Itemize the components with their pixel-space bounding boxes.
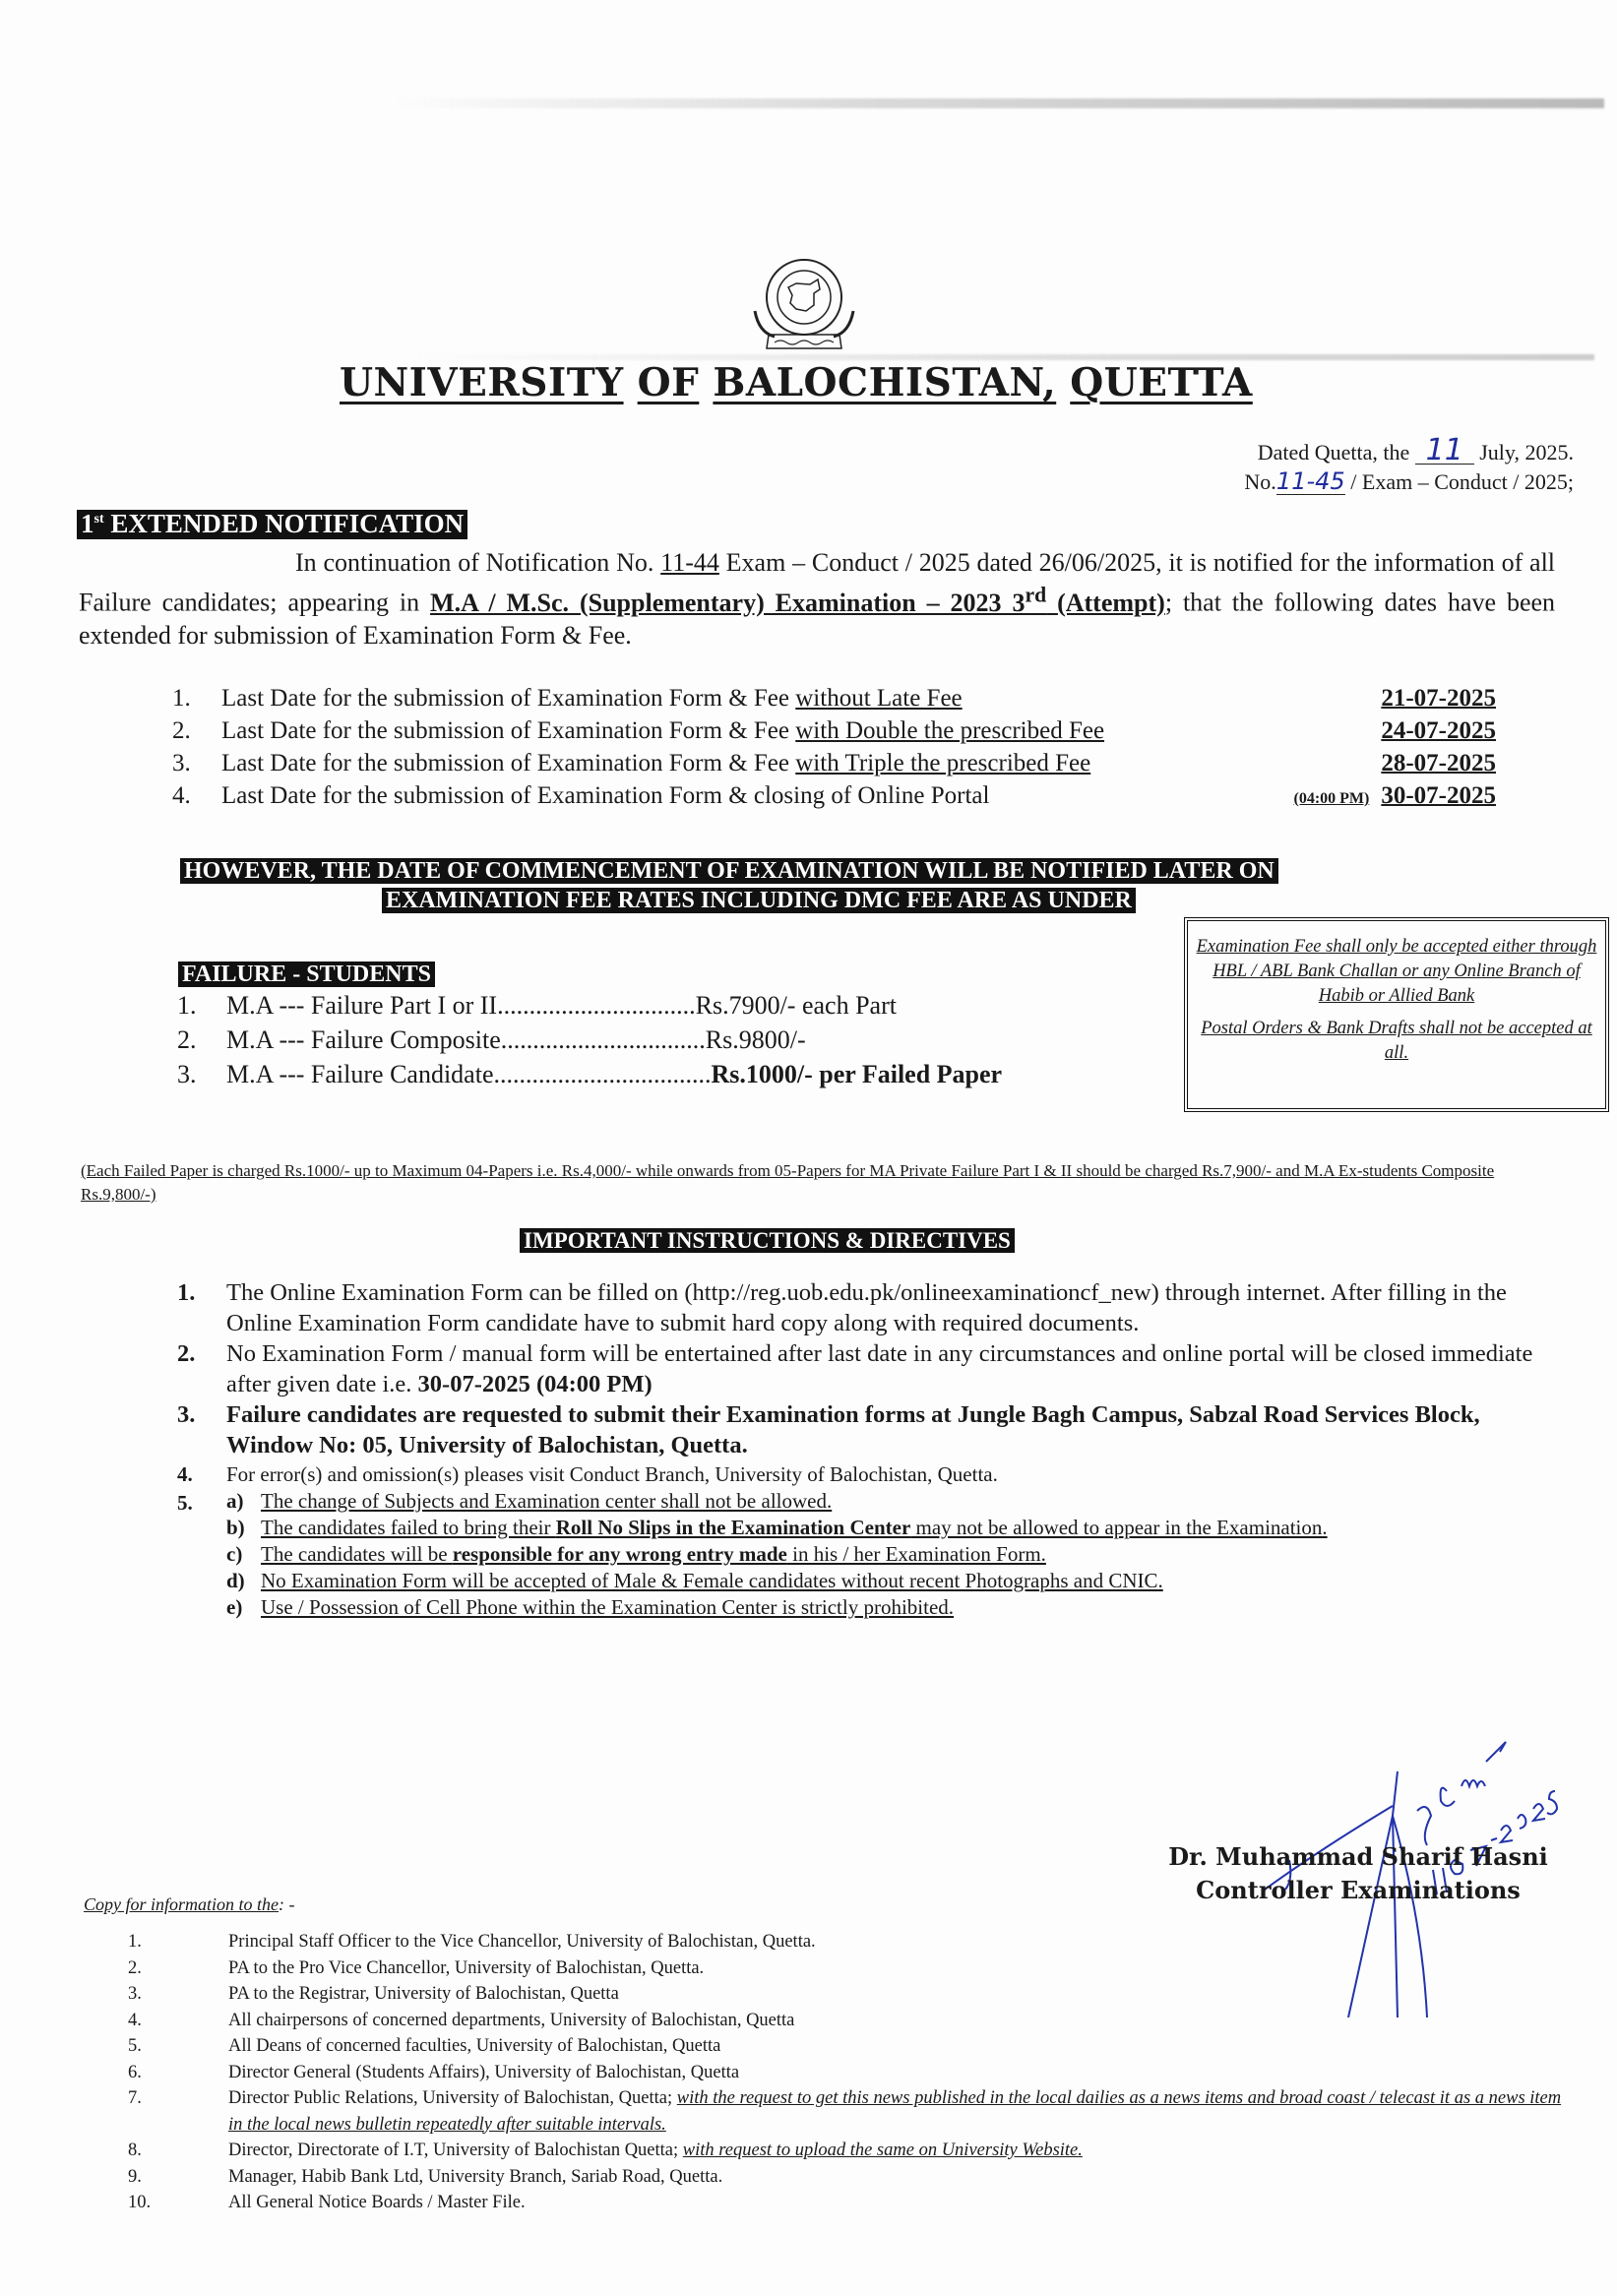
sub-text-post: in his / her Examination Form. [786, 1542, 1046, 1566]
copy-to-text [228, 2190, 1565, 2216]
item-num: 2. [177, 1340, 196, 1367]
date-num: 4. [172, 782, 191, 809]
university-logo-seal [745, 254, 863, 358]
exam-name-text: M.A / M.Sc. (Supplementary) Examination – 2023 3 [430, 588, 1026, 617]
copy-to-num: 2. [128, 1957, 142, 1978]
dated-block [1244, 433, 1574, 497]
date-label: Last Date for the submission of Examination Form & Fee [221, 685, 789, 712]
copy-to-heading-suffix: : - [279, 1894, 295, 1914]
copy-to-num: 10. [128, 2193, 152, 2212]
fee-row [177, 1025, 1181, 1060]
sub-instruction [226, 1594, 1535, 1621]
copy-to-num: 3. [128, 1984, 142, 2004]
para-ref: 11-44 [660, 548, 719, 577]
copy-to-num: 8. [128, 2141, 142, 2160]
date-text [221, 750, 1381, 777]
sub-instruction [226, 1568, 1535, 1594]
fee-rates-banner: EXAMINATION FEE RATES INCLUDING DMC FEE ARE AS UNDER [382, 888, 1136, 913]
exam-attempt: (Attempt) [1057, 588, 1165, 617]
page-title [340, 360, 1253, 405]
copy-to-num: 6. [128, 2062, 142, 2082]
sub-text [261, 1515, 1535, 1541]
date-row [172, 717, 1496, 750]
dated-suffix: July, 2025. [1479, 440, 1574, 465]
sub-letter: e) [226, 1595, 243, 1619]
fee-num: 2. [177, 1025, 197, 1054]
sub-instruction [226, 1541, 1535, 1568]
date-text [221, 685, 1381, 713]
copy-to-item [128, 2190, 1565, 2216]
item-text [226, 1338, 1535, 1399]
signatory-block [1161, 1840, 1555, 1907]
copy-to-num: 4. [128, 2010, 142, 2030]
copy-to-num: 5. [128, 2036, 142, 2056]
signatory-title: Controller Examinations [1196, 1876, 1521, 1904]
fee-leader-dots: .................................. [493, 1060, 712, 1088]
title-word: QUETTA [1070, 360, 1253, 405]
copy-to-num: 9. [128, 2166, 142, 2187]
fee-row [177, 1060, 1181, 1094]
title-word: UNIVERSITY [340, 360, 624, 405]
instruction-item [177, 1488, 1535, 1621]
sub-letter: d) [226, 1569, 245, 1592]
copy-to-recipient: Principal Staff Officer to the Vice Chancellor, University of Balochistan, Quetta. [228, 1932, 816, 1952]
copy-to-heading-text: Copy for information to the [84, 1894, 279, 1914]
sub-text-post: may not be allowed to appear in the Examination. [910, 1516, 1328, 1539]
instructions-list [177, 1277, 1535, 1621]
date-value: 21-07-2025 [1381, 685, 1496, 712]
item-text: The Online Examination Form can be filled on (http://reg.uob.edu.pk/onlineexaminationcf_new) through internet. After filling in the Online Examination Form candidate have to submit hard copy along with required documents. [226, 1279, 1507, 1336]
heading-num: 1 [81, 509, 94, 538]
sub-text [261, 1541, 1535, 1568]
sub-text-pre: The candidates failed to bring their [261, 1516, 556, 1539]
commencement-banner: HOWEVER, THE DATE OF COMMENCEMENT OF EXAMINATION WILL BE NOTIFIED LATER ON [180, 858, 1278, 884]
copy-to-recipient: Manager, Habib Bank Ltd, University Branch, Sariab Road, Quetta. [228, 2166, 723, 2187]
item-num: 4. [177, 1462, 193, 1486]
copy-to-recipient: PA to the Registrar, University of Balochistan, Quetta [228, 1984, 619, 2004]
sub-text [261, 1568, 1535, 1594]
copy-to-recipient: All General Notice Boards / Master File. [228, 2193, 526, 2212]
date-fee-type: with Triple the prescribed Fee [795, 750, 1091, 776]
date-num: 1. [172, 685, 191, 712]
date-num: 3. [172, 750, 191, 776]
date-label: Last Date for the submission of Examination Form & Fee [221, 750, 789, 776]
copy-to-text [228, 1929, 1565, 1955]
copy-to-recipient: Director General (Students Affairs), University of Balochistan, Quetta [228, 2062, 740, 2082]
para-text: ; that the following dates have been extended for submission of Examination Form & Fee. [79, 588, 1556, 650]
sub-text [261, 1488, 1535, 1515]
note-payment-methods: Examination Fee shall only be accepted either through HBL / ABL Bank Challan or any Online Branch of Habib or Allied Bank [1196, 937, 1597, 1006]
sub-instruction [226, 1488, 1535, 1515]
handwritten-day: 11 [1415, 438, 1474, 465]
scan-artifact [394, 98, 1604, 108]
dates-list [172, 685, 1496, 815]
sub-text-pre: The change of Subjects and Examination center shall not be allowed. [261, 1489, 833, 1513]
copy-to-text [228, 2033, 1565, 2060]
instruction-item [177, 1399, 1535, 1460]
copy-to-item [128, 2085, 1565, 2138]
item-num: 3. [177, 1401, 196, 1428]
fee-leader-dots: ................................ [500, 1025, 706, 1054]
copy-to-note: with the request to get this news published in the local dailies as a news items and broad coast / telecast it as a news item in the local news bulletin repeatedly after suitable intervals. [228, 2088, 1562, 2135]
copy-to-item [128, 1955, 1565, 1982]
date-fee-type: with Double the prescribed Fee [795, 717, 1105, 744]
date-text [221, 782, 1293, 810]
reference-line [1244, 467, 1574, 497]
copy-to-item [128, 2164, 1565, 2191]
item-deadline: 30-07-2025 (04:00 PM) [417, 1371, 653, 1397]
para-text: In continuation of Notification No. [295, 548, 654, 577]
copy-to-item [128, 2060, 1565, 2086]
fee-num: 1. [177, 991, 197, 1020]
copy-to-text [228, 2138, 1565, 2164]
copy-to-text [228, 2008, 1565, 2034]
item-text-plain: No Examination Form / manual form will be entertained after last date in any circumstances and online portal will be closed immediate after given date i.e. [226, 1340, 1533, 1397]
instruction-item [177, 1338, 1535, 1399]
fee-num: 3. [177, 1060, 197, 1088]
date-row [172, 782, 1496, 815]
copy-to-item [128, 2008, 1565, 2034]
copy-to-num: 7. [128, 2088, 142, 2108]
fee-amount: Rs.9800/- [705, 1025, 806, 1054]
fee-payment-note-box [1184, 917, 1609, 1112]
copy-to-heading [84, 1894, 295, 1915]
ref-suffix: / Exam – Conduct / 2025; [1350, 469, 1574, 494]
instruction-item [177, 1277, 1535, 1338]
fee-amount: Rs.1000/- per Failed Paper [711, 1060, 1003, 1088]
fee-amount: Rs.7900/- each Part [695, 991, 897, 1020]
date-value: 24-07-2025 [1381, 717, 1496, 744]
note-not-accepted: Postal Orders & Bank Drafts shall not be accepted at all. [1201, 1019, 1592, 1063]
copy-to-recipient: All chairpersons of concerned departments, University of Balochistan, Quetta [228, 2010, 795, 2030]
handwritten-ref-number: 11-45 [1275, 467, 1345, 495]
date-text [221, 717, 1381, 745]
fee-list [177, 991, 1181, 1094]
copy-to-text [228, 2164, 1565, 2191]
signatory-name: Dr. Muhammad Sharif Hasni [1168, 1842, 1548, 1871]
copy-to-text [228, 2060, 1565, 2086]
copy-to-list [128, 1929, 1565, 2216]
exam-sup: rd [1025, 583, 1047, 606]
fee-label: M.A --- Failure Candidate [226, 1060, 494, 1088]
sub-letter: b) [226, 1516, 245, 1539]
sub-text-bold: Roll No Slips in the Examination Center [555, 1516, 911, 1539]
copy-to-text [228, 1981, 1565, 2008]
copy-to-text [228, 1955, 1565, 1982]
date-label: Last Date for the submission of Examination Form & Fee [221, 717, 789, 744]
fee-label: M.A --- Failure Composite [226, 1025, 501, 1054]
title-word: OF [637, 360, 700, 405]
notification-paragraph [79, 546, 1555, 652]
copy-to-recipient: PA to the Pro Vice Chancellor, University of Balochistan, Quetta. [228, 1957, 705, 1978]
item-num: 1. [177, 1279, 196, 1306]
date-value: 28-07-2025 [1381, 750, 1496, 776]
copy-to-item [128, 2033, 1565, 2060]
fee-row [177, 991, 1181, 1025]
dated-line [1244, 433, 1574, 467]
sub-text [261, 1594, 1535, 1621]
copy-to-text [228, 2085, 1565, 2138]
date-num: 2. [172, 717, 191, 744]
item-num: 5. [177, 1491, 193, 1515]
fee-leader-dots: ............................... [497, 991, 696, 1020]
sub-text-bold: responsible for any wrong entry made [452, 1542, 787, 1566]
sub-letter: a) [226, 1489, 244, 1513]
copy-to-item [128, 1929, 1565, 1955]
copy-to-item [128, 1981, 1565, 2008]
copy-to-recipient: Director Public Relations, University of Balochistan, Quetta; [228, 2088, 673, 2108]
title-word: BALOCHISTAN, [713, 360, 1057, 405]
copy-to-recipient: All Deans of concerned faculties, University of Balochistan, Quetta [228, 2036, 721, 2056]
heading-text: EXTENDED NOTIFICATION [110, 509, 465, 538]
sub-letter: c) [226, 1542, 243, 1566]
date-time: (04:00 PM) [1293, 790, 1370, 807]
copy-to-note: with request to upload the same on University Website. [682, 2141, 1083, 2160]
date-fee-type: without Late Fee [795, 685, 963, 712]
fee-label: M.A --- Failure Part I or II [226, 991, 498, 1020]
copy-to-item [128, 2138, 1565, 2164]
date-row [172, 685, 1496, 717]
copy-to-num: 1. [128, 1932, 142, 1952]
failure-students-heading: FAILURE - STUDENTS [178, 962, 435, 987]
instructions-heading: IMPORTANT INSTRUCTIONS & DIRECTIVES [520, 1228, 1015, 1253]
copy-to-recipient: Director, Directorate of I.T, University of Balochistan Quetta; [228, 2141, 679, 2160]
fee-footnote: (Each Failed Paper is charged Rs.1000/- up to Maximum 04-Papers i.e. Rs.4,000/- while onwards from 05-Papers for MA Private Failure Part I & II should be charged Rs.7,900/- and M.A Ex-students Composite Rs.9,800/-) [81, 1161, 1495, 1204]
date-row [172, 750, 1496, 782]
sub-text-pre: No Examination Form will be accepted of Male & Female candidates without recent Photographs and CNIC. [261, 1569, 1163, 1592]
item-text: Failure candidates are requested to submit their Examination forms at Jungle Bagh Campus, Sabzal Road Services Block, Window No: 05, University of Balochistan, Quetta. [226, 1401, 1480, 1458]
notification-heading [77, 510, 467, 539]
ref-prefix: No. [1244, 469, 1276, 494]
instruction-item [177, 1460, 1535, 1488]
sub-text-pre: The candidates will be [261, 1542, 453, 1566]
sub-items [226, 1488, 1535, 1621]
date-label: Last Date for the submission of Examination Form & closing of Online Portal [221, 782, 990, 809]
item-text: For error(s) and omission(s) pleases visit Conduct Branch, University of Balochistan, Quetta. [226, 1462, 998, 1486]
sub-instruction [226, 1515, 1535, 1541]
para-text: Exam – Conduct / 2025 dated 26/06/2025, it is notified for the information of all Failure candidates; appearing in [79, 548, 1556, 617]
exam-name [430, 583, 1165, 617]
date-value: 30-07-2025 [1381, 782, 1496, 809]
sub-text-pre: Use / Possession of Cell Phone within the Examination Center is strictly prohibited. [261, 1595, 955, 1619]
heading-sup: st [93, 512, 104, 527]
dated-prefix: Dated Quetta, the [1257, 440, 1410, 465]
